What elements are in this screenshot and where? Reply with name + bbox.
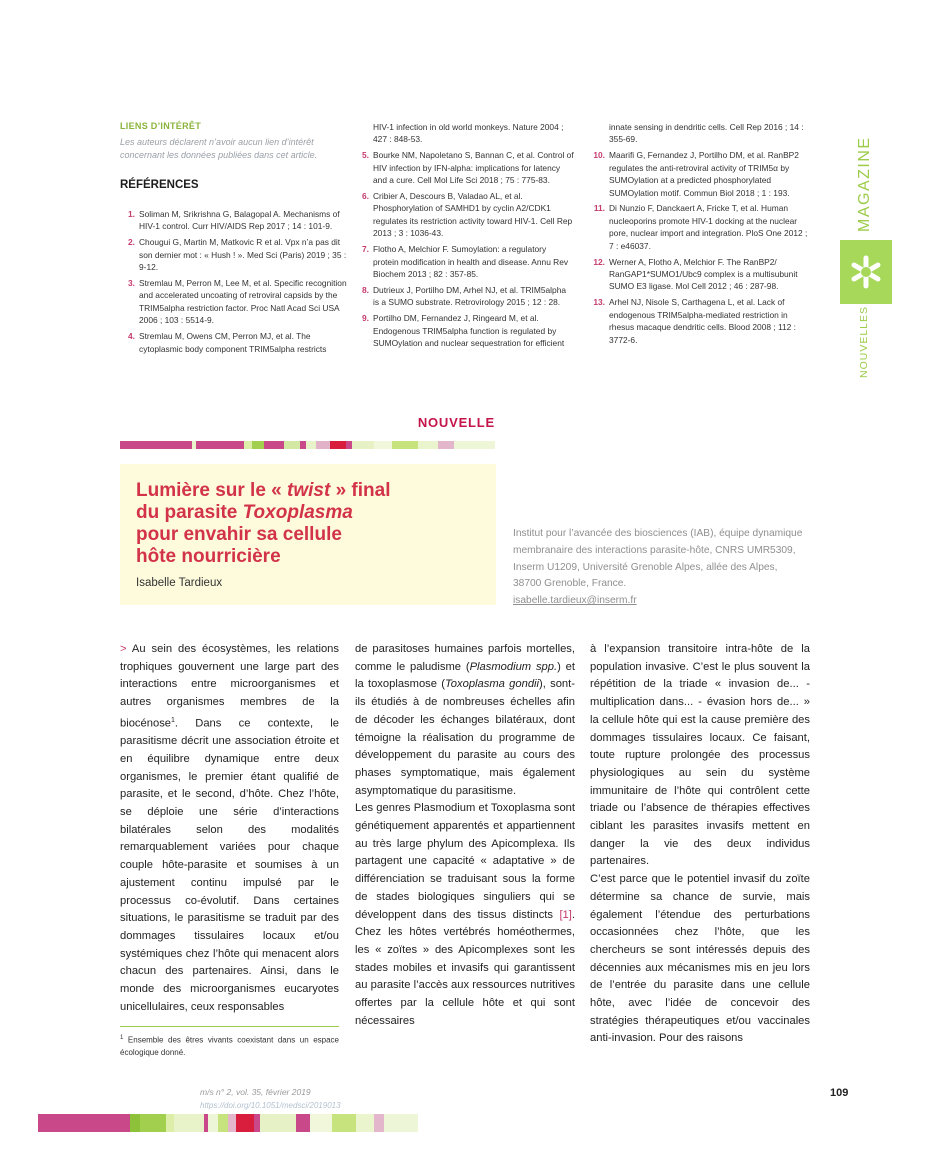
footer-decorative-stripe (38, 1114, 418, 1132)
reference-continuation: HIV-1 infection in old world monkeys. Nature 2004 ; 427 : 848-53. (373, 122, 564, 145)
article-title (136, 480, 476, 568)
references-column-1 (120, 208, 348, 358)
title-line-1: Lumière sur le « twist » final (136, 480, 391, 501)
doi-link[interactable]: https://doi.org/10.1051/medsci/2019013 (200, 1101, 341, 1110)
references-column-3 (590, 121, 810, 349)
reference-item: 2. Chougui G, Martin M, Matkovic R et al. Vpx n’a pas dit son dernier mot : « Hush ! ». Med Sci (Paris) 2019 ; 35 : 9-12. (128, 237, 347, 273)
title-line-4: hôte nourricière (136, 546, 281, 567)
asterisk-icon (848, 254, 884, 290)
references-heading: RÉFÉRENCES (120, 179, 199, 191)
sidebar-nouvelles-label: NOUVELLES (858, 305, 870, 378)
decorative-stripe (120, 441, 495, 449)
body-paragraph: de parasitoses humaines parfois mortelles, comme le paludisme (Plasmodium spp.) et la toxoplasmose (Toxoplasma gondii), sont-ils étudiés à de nombreuses échelles afin de décoder les échanges bilatéraux, dont témoigne la réalisation du programme de développement du parasite au cours des phases symptomatique, mais également asymptomatique du parasitisme. (355, 643, 575, 797)
author-email-link[interactable]: isabelle.tardieux@inserm.fr (513, 595, 637, 607)
paragraph-arrow-icon: > (120, 643, 127, 655)
affiliation-text: Institut pour l’avancée des biosciences (IAB), équipe dynamique membranaire des interactions parasite-hôte, CNRS UMR5309, Inserm U1209, Université Grenoble Alpes, allée des Alpes, 38700 Grenoble, France. (513, 528, 803, 590)
footnote: $^1$ Ensemble des êtres vivants coexistant dans un espace écologique donné. (120, 1035, 339, 1057)
reference-item: 13. Arhel NJ, Nisole S, Carthagena L, et al. Lack of endogenous TRIM5alpha-mediated restriction in rhesus macaque dendritic cells. Blood 2008 ; 112 : 3772-6. (593, 297, 796, 345)
title-line-3: pour envahir sa cellule (136, 524, 342, 545)
references-column-2 (354, 121, 574, 353)
reference-item: 4. Stremlau M, Owens CM, Perron MJ, et al. The cytoplasmic body component TRIM5alpha restricts (128, 331, 327, 354)
reference-item: 6. Cribier A, Descours B, Valadao AL, et al. Phosphorylation of SAMHD1 by cyclin A2/CDK1 regulates its restriction activity toward HIV-1. Cell Rep 2013 ; 3 : 1036-43. (362, 191, 573, 239)
body-paragraph: C’est parce que le potentiel invasif du zoïte détermine sa chance de survie, mais également l’étendue des perturbations occasionnées chez l’hôte, que les chercheurs se sont intéressés depuis des décennies aux mécanismes mis en jeu lors de l’entrée du parasite dans une cellule hôte, avec l’idée de concevoir des stratégies thérapeutiques et/ou vaccinales anti-invasion. Pour des raisons (590, 873, 810, 1045)
author-name: Isabelle Tardieux (136, 577, 223, 589)
conflicts-text: Les auteurs déclarent n’avoir aucun lien d’intérêt concernant les données publiées dans cet article. (120, 137, 318, 160)
footnote-ref[interactable]: 1 (171, 716, 175, 724)
reference-item: 8. Dutrieux J, Portilho DM, Arhel NJ, et al. TRIM5alpha is a SUMO substrate. Retrovirology 2015 ; 12 : 28. (362, 284, 567, 308)
conflicts-heading: LIENS D’INTÉRÊT (120, 121, 202, 131)
body-paragraph: > Au sein des écosystèmes, les relations trophiques gouvernent une large part des interactions entre microorganismes et autres organismes membres de la biocénose$^1$. Dans ce contexte, le parasitisme décrit une association étroite et en équilibre dynamique entre deux organismes, le premier étant qualifié de parasite, et le second, d’hôte. Chez l’hôte, se déploie une série d’interactions bilatérales selon des modalités remarquablement variées pour chaque couple hôte-parasite et soumises à un ajustement continu impulsé par le processus co-évolutif. Dans certaines situations, le parasitisme se traduit par des dommages tissulaires locaux et/ou systémiques chez l’hôte qui menacent alors chacun des partenaires. Ainsi, dans le monde des microorganismes eucaryotes unicellulaires, ceux responsables (120, 643, 339, 1013)
section-label: NOUVELLE (417, 415, 495, 430)
reference-continuation: innate sensing in dendritic cells. Cell Rep 2016 ; 14 : 355-69. (609, 122, 804, 145)
journal-citation: m/s n° 2, vol. 35, février 2019 (200, 1087, 311, 1097)
sidebar-asterisk-box (840, 240, 892, 304)
article-title-box (120, 464, 496, 605)
body-paragraph: à l’expansion transitoire intra-hôte de la population invasive. C’est le plus souvent la répétition de la triade « invasion de... - multiplication dans... - évasion hors de... » la cellule hôte qui est la cause première des dommages tissulaires locaux. Ce faisant, toute rupture prolongée des processus physiologiques au sein du système immunitaire de l’hôte qui contrôlent cette triade ou l’absence de thérapies effectives ciblant les parasites invasifs mettent en danger la vie des deux individus partenaires. (590, 643, 810, 868)
author-affiliation (513, 526, 803, 610)
body-paragraph: Les genres Plasmodium et Toxoplasma sont génétiquement apparentés et appartiennent au très large phylum des Apicomplexa. Ils partagent une capacité « adaptative » de différenciation se traduisant sous la forme de stades biologiques singuliers qui se développent dans des tissus distincts [1]. Chez les hôtes vertébrés homéothermes, les « zoïtes » des Apicomplexes sont les stades mobiles et invasifs qui garantissent au parasite l’accès aux ressources nutritives offertes par la cellule hôte et qui sont nécessaires (355, 802, 575, 1027)
reference-item: 10. Maarifi G, Fernandez J, Portilho DM, et al. RanBP2 regulates the anti-retroviral activity of TRIM5α by SUMOylation at a predicted phosphorylated SUMOylation motif. Commun Biol 2018 ; 1 : 193. (593, 150, 799, 198)
reference-item: 12. Werner A, Flotho A, Melchior F. The RanBP2/ RanGAP1*SUMO1/Ubc9 complex is a multisubunit SUMO E3 ligase. Mol Cell 2012 ; 46 : 287-98. (593, 256, 798, 292)
reference-item: 5. Bourke NM, Napoletano S, Bannan C, et al. Control of HIV infection by IFN-alpha: implications for latency and a cure. Cell Mol Life Sci 2018 ; 75 : 775-83. (362, 150, 574, 186)
sidebar-magazine-label: MAGAZINE (856, 136, 873, 232)
reference-item: 1. Soliman M, Srikrishna G, Balagopal A. Mechanisms of HIV-1 control. Curr HIV/AIDS Rep 2017 ; 14 : 101-9. (128, 209, 340, 232)
reference-item: 7. Flotho A, Melchior F. Sumoylation: a regulatory protein modification in health and disease. Annu Rev Biochem 2013 ; 82 : 357-85. (362, 244, 569, 279)
footnote-divider (120, 1026, 339, 1027)
body-column-3 (590, 641, 810, 1048)
title-line-2: du parasite Toxoplasma (136, 502, 353, 523)
page-number: 109 (830, 1087, 849, 1099)
reference-item: 9. Portilho DM, Fernandez J, Ringeard M, et al. Endogenous TRIM5alpha function is regulated by SUMOylation and nuclear sequestration for efficient (362, 313, 565, 348)
body-column-1 (120, 641, 339, 1017)
reference-item: 11. Di Nunzio F, Danckaert A, Fricke T, et al. Human nucleoporins promote HIV-1 docking at the nuclear pore, nuclear import and integration. PloS One 2012 ; 7 : e46037. (593, 203, 808, 251)
citation-link[interactable]: [1] (559, 908, 572, 921)
reference-item: 3. Stremlau M, Perron M, Lee M, et al. Specific recognition and accelerated uncoating of retroviral capsids by the TRIM5alpha restriction factor. Proc Natl Acad Sci USA 2006 ; 103 : 5514-9. (128, 278, 347, 326)
body-column-2 (355, 641, 575, 1030)
